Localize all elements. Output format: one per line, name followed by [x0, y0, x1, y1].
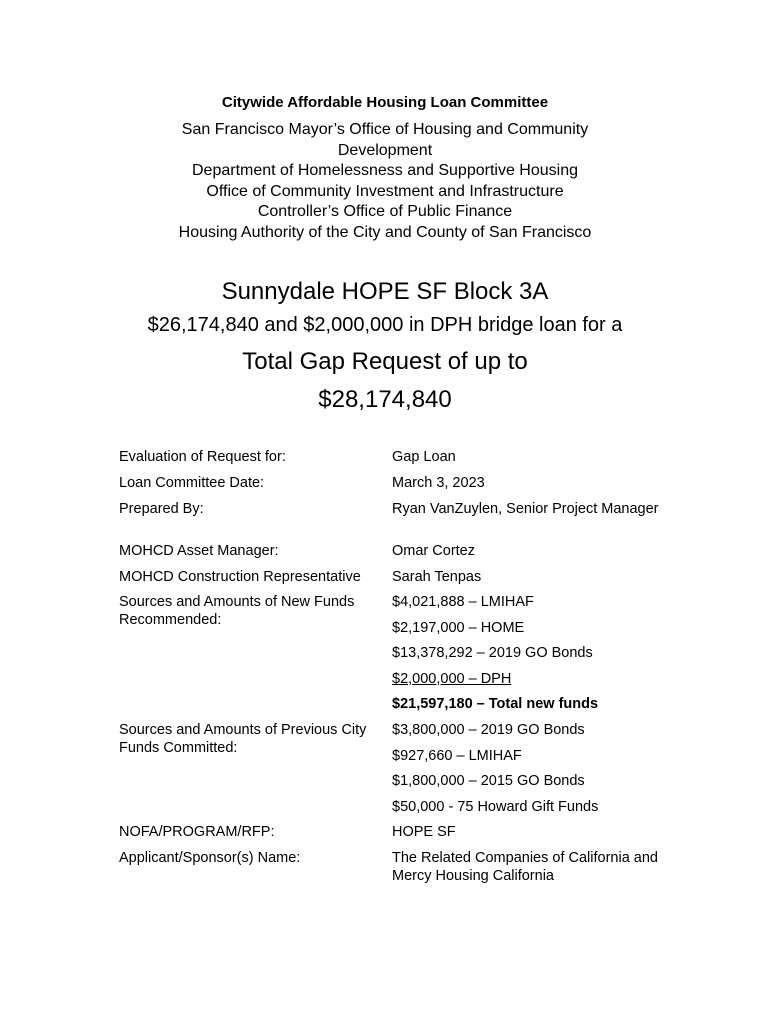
construction-rep-value: Sarah Tenpas: [392, 569, 482, 585]
asset-manager-value: Omar Cortez: [392, 543, 475, 559]
agency-line: Housing Authority of the City and County of San Francisco: [178, 223, 592, 241]
new-funds-label: Sources and Amounts of New Funds Recommended:: [119, 594, 355, 628]
new-fund-item: $2,000,000 – DPH: [392, 670, 512, 687]
new-fund-item: $2,197,000 – HOME: [392, 619, 525, 636]
table-row: [119, 448, 659, 474]
table-row: [119, 849, 659, 885]
sponsor-value: The Related Companies of California and Mercy Housing California: [392, 850, 658, 885]
evaluation-label: Evaluation of Request for:: [119, 449, 286, 465]
prev-fund-item: $3,800,000 – 2019 GO Bonds: [392, 721, 585, 738]
prev-funds-label: Sources and Amounts of Previous City Funds Committed:: [119, 721, 367, 756]
committee-name: Citywide Affordable Housing Loan Committee: [221, 94, 549, 111]
table-row: [119, 542, 659, 568]
request-details-table: [119, 448, 659, 885]
table-row: [119, 823, 659, 849]
prev-fund-item: $50,000 - 75 Howard Gift Funds: [392, 798, 599, 815]
date-value: March 3, 2023: [392, 475, 485, 491]
new-fund-item: $13,378,292 – 2019 GO Bonds: [392, 645, 593, 662]
table-row: [119, 721, 659, 823]
agency-list: [0, 120, 770, 244]
gap-request-line-1: Total Gap Request of up to: [242, 348, 528, 375]
nofa-label: NOFA/PROGRAM/RFP:: [119, 824, 275, 841]
date-label: Loan Committee Date:: [119, 475, 265, 491]
agency-line: San Francisco Mayor’s Office of Housing and Community: [181, 121, 589, 138]
prev-fund-item: $927,660 – LMIHAF: [392, 747, 522, 764]
title-block: [0, 276, 770, 419]
agency-line: Department of Homelessness and Supportive Housing: [192, 162, 578, 180]
gap-request-amount: $28,174,840: [318, 386, 452, 413]
new-fund-item: $4,021,888 – LMIHAF: [392, 594, 534, 610]
project-subtitle: $26,174,840 and $2,000,000 in DPH bridge loan for a: [147, 314, 623, 336]
nofa-value: HOPE SF: [392, 824, 456, 841]
asset-manager-label: MOHCD Asset Manager:: [119, 543, 279, 559]
prepared-by-value: Ryan VanZuylen, Senior Project Manager: [392, 501, 659, 517]
sponsor-label: Applicant/Sponsor(s) Name:: [119, 850, 301, 867]
agency-line: Development: [337, 141, 433, 159]
gap-request-title: [0, 343, 770, 419]
document-header: [0, 93, 770, 244]
evaluation-value: Gap Loan: [392, 449, 456, 465]
table-row: [119, 474, 659, 500]
construction-rep-label: MOHCD Construction Representative: [119, 569, 361, 585]
new-funds-total: $21,597,180 – Total new funds: [392, 696, 599, 713]
prev-fund-item: $1,800,000 – 2015 GO Bonds: [392, 773, 585, 790]
agency-line: Controller’s Office of Public Finance: [257, 203, 513, 221]
project-title: Sunnydale HOPE SF Block 3A: [221, 278, 549, 305]
table-row: [119, 500, 659, 542]
prepared-by-label: Prepared By:: [119, 501, 204, 517]
table-row: [119, 568, 659, 593]
agency-line: Office of Community Investment and Infrastructure: [206, 182, 564, 200]
table-row: [119, 593, 659, 721]
